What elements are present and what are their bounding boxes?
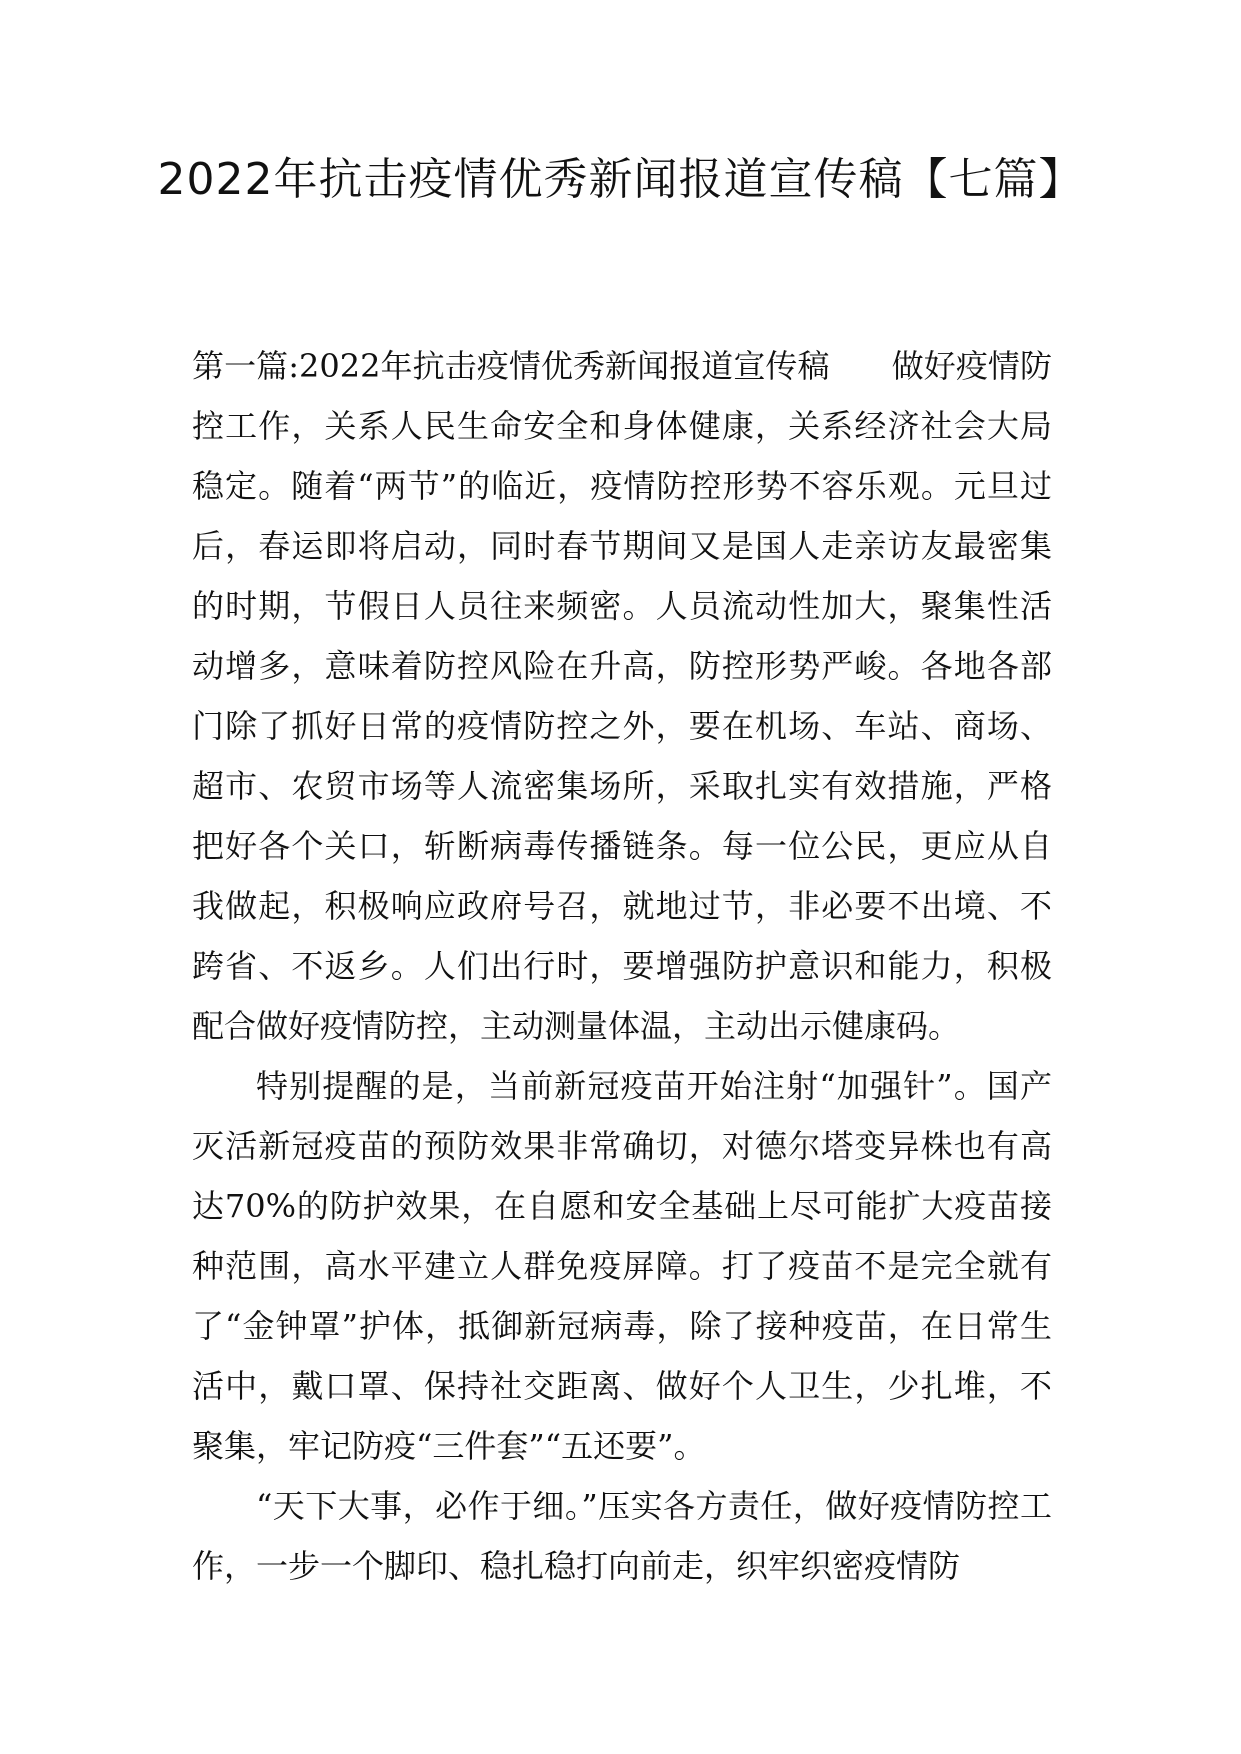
paragraph-1 bbox=[192, 336, 1052, 1056]
section-heading: 第一篇:2022年抗击疫情优秀新闻报道宣传稿 bbox=[192, 347, 830, 385]
paragraph-3: “天下大事，必作于细。”压实各方责任，做好疫情防控工作，一步一个脚印、稳扎稳打向前走，织牢织密疫情防 bbox=[192, 1487, 1052, 1585]
paragraph-1-text: 做好疫情防控工作，关系人民生命安全和身体健康，关系经济社会大局稳定。随着“两节”的临近，疫情防控形势不容乐观。元旦过后，春运即将启动，同时春节期间又是国人走亲访友最密集的时期，节假日人员往来频密。人员流动性加大，聚集性活动增多，意味着防控风险在升高，防控形势严峻。各地各部门除了抓好日常的疫情防控之外，要在机场、车站、商场、超市、农贸市场等人流密集场所，采取扎实有效措施，严格把好各个关口，斩断病毒传播链条。每一位公民，更应从自我做起，积极响应政府号召，就地过节，非必要不出境、不跨省、不返乡。人们出行时，要增强防护意识和能力，积极配合做好疫情防控，主动测量体温，主动出示健康码。 bbox=[192, 347, 1052, 1045]
document-body bbox=[192, 336, 1052, 1596]
document-title: 2022年抗击疫情优秀新闻报道宣传稿【七篇】 bbox=[157, 154, 1084, 205]
paragraph-2: 特别提醒的是，当前新冠疫苗开始注射“加强针”。国产灭活新冠疫苗的预防效果非常确切，对德尔塔变异株也有高达70%的防护效果，在自愿和安全基础上尽可能扩大疫苗接种范围，高水平建立人群免疫屏障。打了疫苗不是完全就有了“金钟罩”护体，抵御新冠病毒，除了接种疫苗，在日常生活中，戴口罩、保持社交距离、做好个人卫生，少扎堆，不聚集，牢记防疫“三件套”“五还要”。 bbox=[192, 1067, 1052, 1465]
